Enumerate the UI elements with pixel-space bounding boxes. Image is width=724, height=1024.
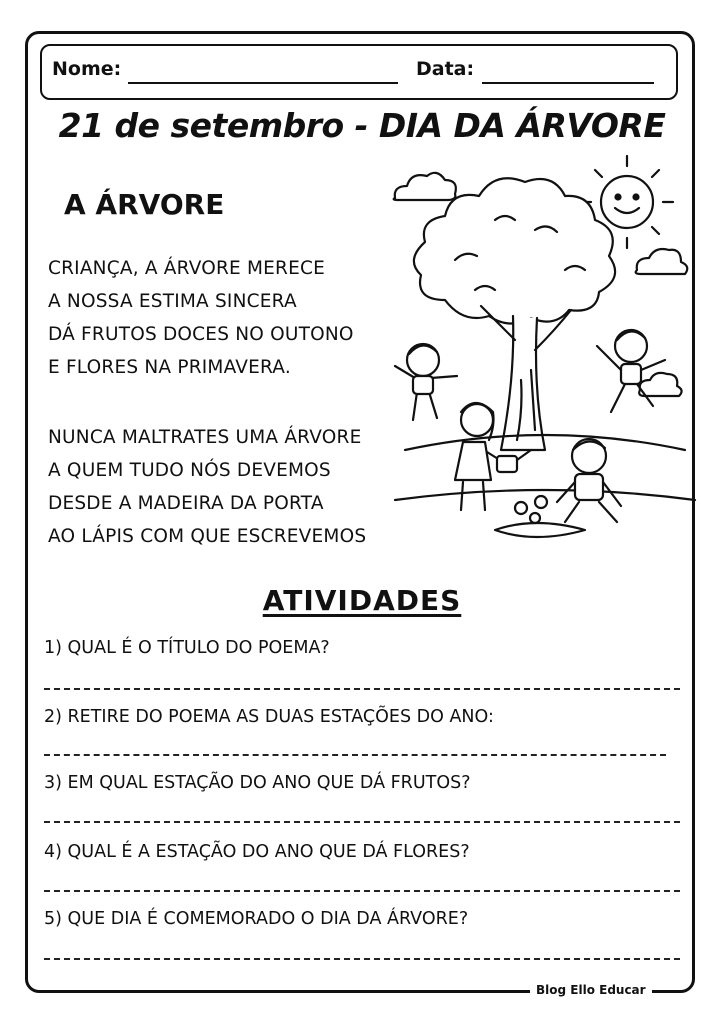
footer-credit: Blog Ello Educar [530,983,652,997]
date-label: Data: [416,58,475,80]
answer-line-3[interactable] [44,821,680,823]
header-box [40,44,678,100]
poem-line: DESDE A MADEIRA DA PORTA [48,493,324,514]
cloud-icon [394,173,456,200]
poem-line: AO LÁPIS COM QUE ESCREVEMOS [48,526,367,547]
page-title: 21 de setembro - DIA DA ÁRVORE [58,106,666,145]
tree-icon [414,178,615,450]
poem-title: A ÁRVORE [64,188,225,221]
child-icon [597,330,665,412]
flower-icon [495,496,585,537]
question-3: 3) EM QUAL ESTAÇÃO DO ANO QUE DÁ FRUTOS? [44,773,471,793]
name-label: Nome: [52,58,122,80]
child-icon [557,439,621,522]
answer-line-2[interactable] [44,754,666,756]
name-field[interactable] [128,82,398,84]
cloud-icon [639,373,681,396]
date-field[interactable] [482,82,654,84]
poem-line: NUNCA MALTRATES UMA ÁRVORE [48,427,362,448]
question-2: 2) RETIRE DO POEMA AS DUAS ESTAÇÕES DO ANO: [44,707,494,727]
poem-stanza-2 [48,421,366,553]
poem-line: A QUEM TUDO NÓS DEVEMOS [48,460,331,481]
poem-line: A NOSSA ESTIMA SINCERA [48,291,297,312]
question-5: 5) QUE DIA É COMEMORADO O DIA DA ÁRVORE? [44,909,469,929]
poem-line: CRIANÇA, A ÁRVORE MERECE [48,258,326,279]
activities-title: ATIVIDADES [262,584,462,617]
answer-line-4[interactable] [44,890,680,892]
poem-stanza-1 [48,252,354,384]
tree-children-illustration [385,150,705,550]
poem-line: E FLORES NA PRIMAVERA. [48,357,291,378]
answer-line-1[interactable] [44,688,680,690]
poem-line: DÁ FRUTOS DOCES NO OUTONO [48,324,354,345]
question-4: 4) QUAL É A ESTAÇÃO DO ANO QUE DÁ FLORES? [44,842,470,862]
answer-line-5[interactable] [44,958,680,960]
cloud-icon [636,249,688,274]
child-icon [395,344,457,420]
question-1: 1) QUAL É O TÍTULO DO POEMA? [44,638,330,658]
